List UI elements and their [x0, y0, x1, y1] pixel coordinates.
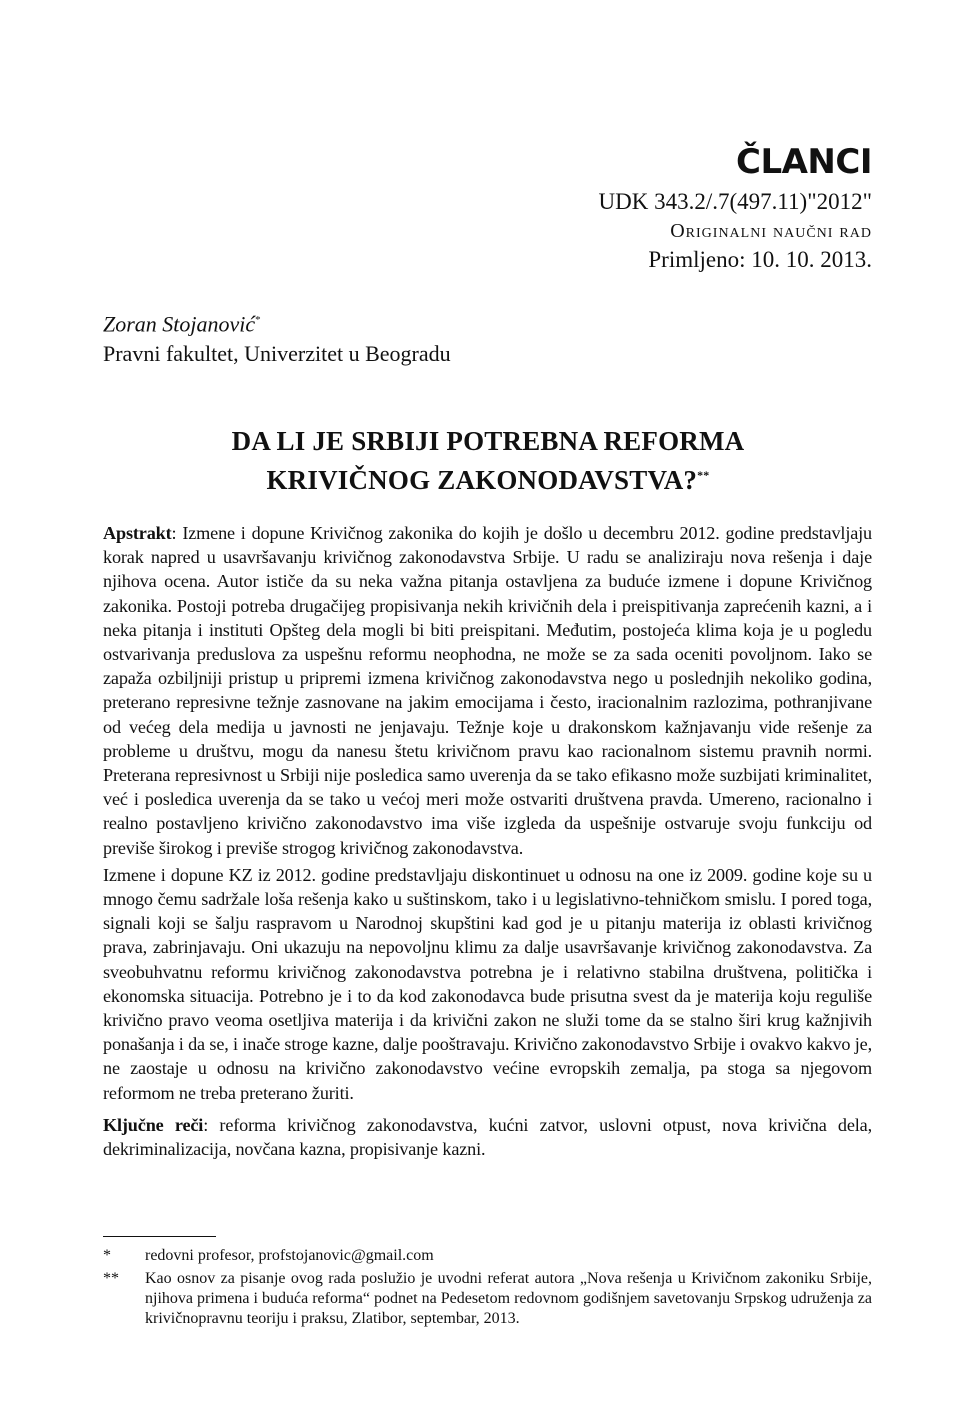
keywords-paragraph — [103, 1113, 872, 1161]
abstract-label: Apstrakt — [103, 523, 172, 543]
keywords-label: Ključne reči — [103, 1114, 204, 1135]
footnote-text: redovni profesor, profstojanovic@gmail.com — [145, 1247, 434, 1264]
section-label: ČLANCI — [736, 142, 872, 182]
received-date: Primljeno: 10. 10. 2013. — [648, 247, 872, 272]
abstract-paragraph-1 — [103, 521, 872, 860]
footnote-text: Kao osnov za pisanje ovog rada poslužio je uvodni referat autora „Nova rešenja u Krivičnom zakoniku Srbije, njihova primena i buduća reforma“ podnet na Pedesetom redovnom godišnjem savetovanju Srpskog udruženja za krivičnopravnu teoriju i praksu, Zlatibor, septembar, 2013. — [145, 1270, 872, 1327]
article-title — [103, 424, 873, 497]
author-block — [103, 305, 451, 369]
article-header — [599, 140, 872, 275]
title-footnote-marker: ** — [697, 468, 710, 482]
title-line-1: DA LI JE SRBIJI POTREBNA REFORMA — [231, 426, 745, 456]
title-line-2-text: KRIVIČNOG ZAKONODAVSTVA? — [266, 465, 698, 495]
footnotes — [103, 1246, 872, 1332]
footnote-mark: * — [103, 1247, 111, 1264]
udk-classification: UDK 343.2/.7(497.11)"2012" — [598, 189, 872, 214]
title-line-2 — [103, 458, 873, 497]
author-affiliation: Pravni fakultet, Univerzitet u Beogradu — [103, 341, 451, 367]
abstract-paragraph-1-text: : Izmene i dopune Krivičnog zakonika do kojih je došlo u decembru 2012. godine predstavljaju korak napred u usavršavanju krivičnog zakonodavstva Srbije. U radu se analiziraju nova rešenja i daje njihova ocena. Autor ističe da su neka važna pitanja ostavljena za buduće izmene i dopune Krivičnog zakonika. Postoji potreba drugačijeg propisivanja nekih krivičnih dela i preispitivanja zaprećenih kazni, a i neka pitanja i instituti Opšteg dela mogli bi biti preispitani. Međutim, postojeća klima koja je u pogledu ostvarivanja preduslova za uspešnu reformu neophodna, ne može se za sada oceniti povoljnom. Iako se zapaža ozbiljniji pristup u pripremi izmena krivičnog zakonodavstva nego u poslednjih nekoliko godina, preterano represivne težnje zasnovane na jakim emocijama i često, iracionalnim razlozima, pothranjivane od većeg dela medija u javnosti ne jenjavaju. Težnje koje u drakonskom kažnjavanju vide rešenje za probleme u društvu, mogu da nanesu štetu krivičnom pravu kao racionalnom sistemu pravnih normi. Preterana represivnost u Srbiji nije posledica samo uverenja da se tako efikasno može suzbijati kriminalitet, već i posledica uverenja da se tako u većoj meri može ostvariti društvena pravda. Umereno, racionalno i realno postavljeno krivično zakonodavstvo ima više izgleda da uspešnije ostvaruje svoju funkciju od previše širokog i previše strogog krivičnog zakonodavstva. — [103, 523, 872, 858]
author-footnote-marker: * — [255, 314, 261, 326]
author-name — [103, 305, 451, 339]
author-name-text: Zoran Stojanović — [103, 311, 256, 337]
footnote-mark: ** — [103, 1270, 119, 1287]
abstract-paragraph-2: Izmene i dopune KZ iz 2012. godine predstavljaju diskontinuet u odnosu na one iz 2009. godine koje su u mnogo čemu sadržale loša rešenja kako u suštinskom, tako i u legislativno-tehničkom smislu. I pored toga, signali koji se šalju raspravom u Narodnoj skupštini kad god je u pitanju materija iz oblasti krivičnog prava, zabrinjavaju. Oni ukazuju na nepovoljnu klimu za dalje usavršavanje krivičnog zakonodavstva. Za sveobuhvatnu reformu krivičnog zakonodavstva potrebna je i relativno stabilna društvena, politička i ekonomska situacija. Potrebno je i to da kod zakonodavca bude prisutna svest da je materija koju reguliše krivično pravo veoma osetljiva materija i da krivični zakon ne služi tome da se stalno širi krug kažnjivih ponašanja i da se, i inače stroge kazne, dalje pooštravaju. Krivično zakonodavstvo Srbije i ovakvo kakvo je, ne zaostaje u odnosu na krivično zakonodavstvo većine evropskih zemalja, pa stoga sa njegovom reformom ne treba preterano žuriti. — [103, 864, 872, 1103]
abstract-section — [103, 521, 872, 1161]
footnote-divider — [103, 1236, 216, 1237]
keywords-text: : reforma krivičnog zakonodavstva, kućni zatvor, uslovni otpust, nova krivična dela, dekriminalizacija, novčana kazna, propisivanje kazni. — [103, 1114, 872, 1160]
footnote-item — [103, 1269, 872, 1329]
article-type: Originalni naučni rad — [670, 220, 872, 242]
footnote-item — [103, 1246, 872, 1266]
